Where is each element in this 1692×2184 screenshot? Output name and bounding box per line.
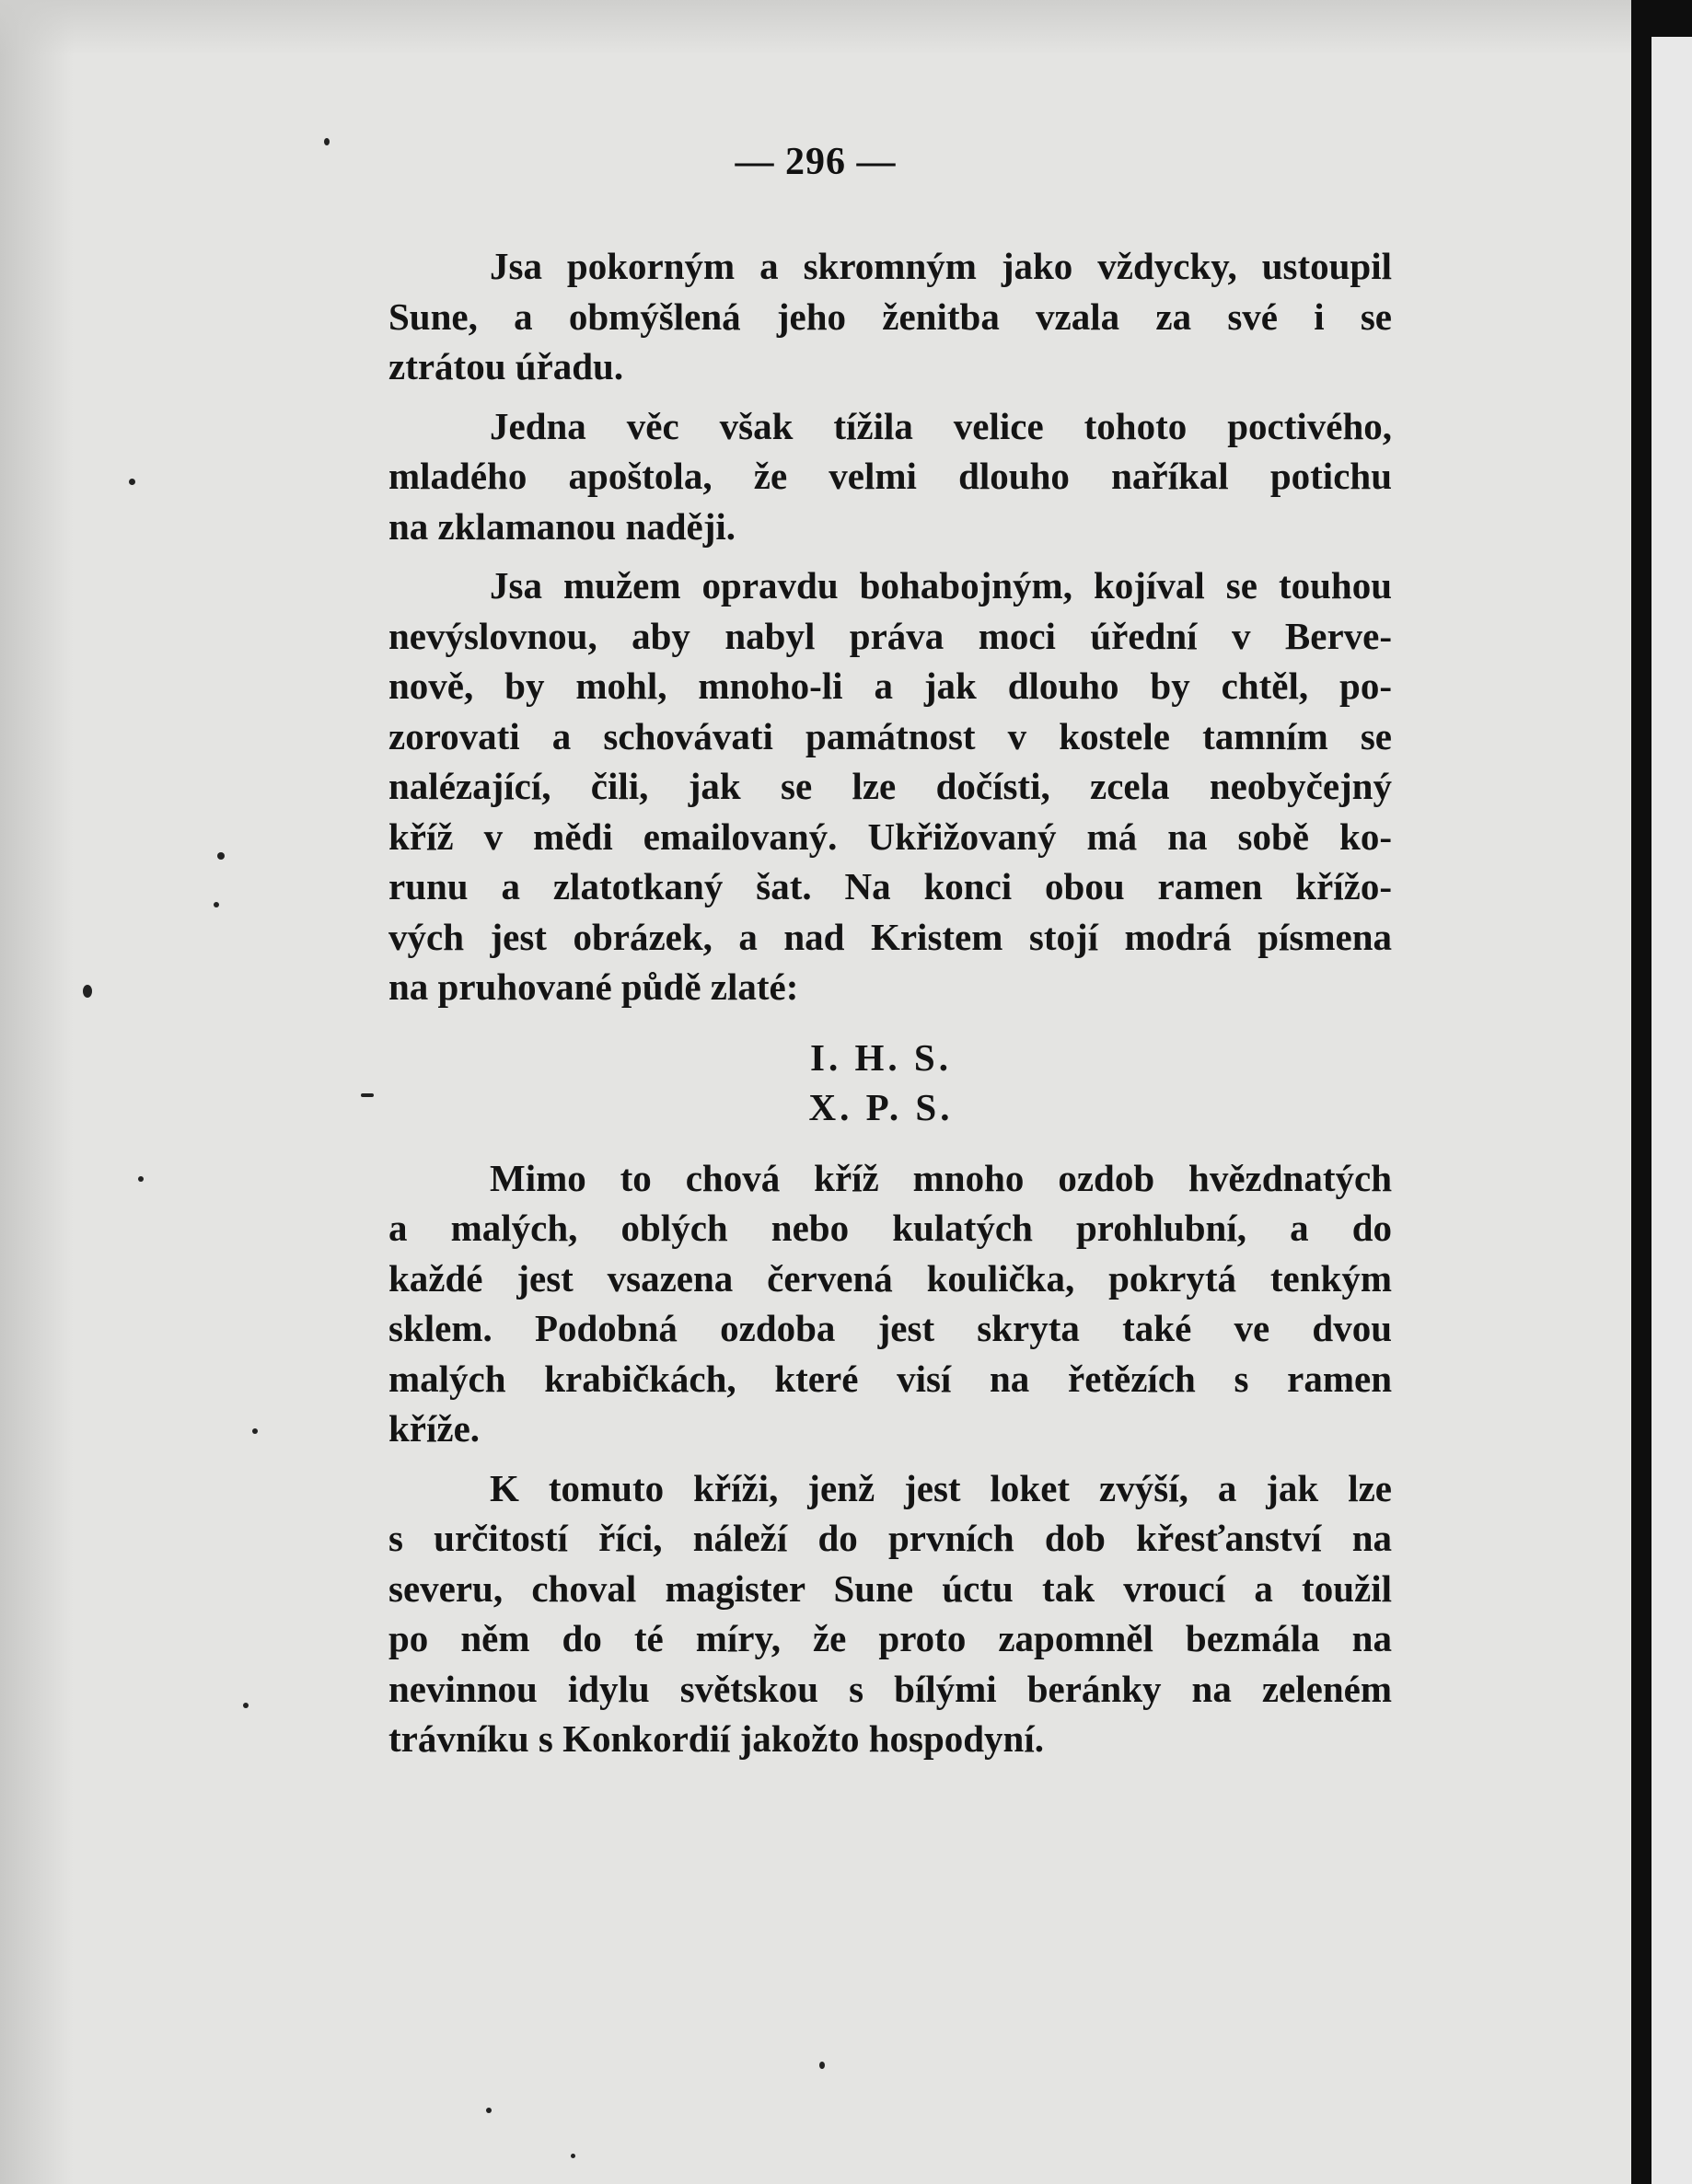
paragraph	[287, 560, 1392, 1012]
text-line: Jsa pokorným a skromným jako vždycky, ustoupil	[490, 245, 1392, 287]
text-line: na zklamanou naději.	[388, 504, 736, 548]
body-text	[287, 241, 1392, 1764]
text-line: nalézající, čili, jak se lze dočísti, zcela neobyčejný	[388, 765, 1392, 807]
monogram-line: X. P. S.	[808, 1086, 954, 1128]
text-line: Mimo to chová kříž mnoho ozdob hvězdnatých	[490, 1156, 1392, 1199]
text-line: mladého apoštola, že velmi dlouho naříkal potichu	[388, 455, 1392, 497]
text-line: s určitostí říci, náleží do prvních dob křesťanství na	[388, 1517, 1392, 1559]
print-speck	[214, 902, 219, 907]
print-speck	[243, 1703, 249, 1708]
page-number: — 296 —	[735, 141, 897, 183]
text-line: vých jest obrázek, a nad Kristem stojí modrá písmena	[388, 915, 1392, 958]
paragraph	[287, 1153, 1392, 1454]
text-line: Jedna věc však tížila velice tohoto poctivého,	[490, 404, 1392, 447]
paragraph	[287, 401, 1392, 552]
text-line: zorovati a schovávati památnost v kostele tamním se	[388, 714, 1392, 757]
print-speck	[83, 985, 92, 998]
page-shadow-left	[0, 0, 74, 2184]
monogram-line: I. H. S.	[810, 1035, 952, 1079]
text-line: sklem. Podobná ozdoba jest skryta také ve dvou	[388, 1307, 1392, 1349]
next-page-edge	[1651, 37, 1692, 2184]
text-line: kříže.	[388, 1407, 481, 1450]
text-line: severu, choval magister Sune úctu tak vroucí a toužil	[388, 1566, 1392, 1610]
text-line: runu a zlatotkaný šat. Na konci obou ramen křížo-	[388, 865, 1392, 907]
text-line: každé jest vsazena červená koulička, pokrytá tenkým	[388, 1256, 1392, 1300]
text-line: kříž v mědi emailovaný. Ukřižovaný má na sobě ko-	[388, 815, 1392, 858]
print-speck	[138, 1176, 144, 1182]
print-speck	[129, 479, 135, 485]
text-line: nevinnou idylu světskou s bílými beránky na zeleném	[388, 1667, 1392, 1710]
text-line: malých krabičkách, které visí na řetězích s ramen	[388, 1357, 1392, 1400]
paragraph	[287, 1463, 1392, 1764]
text-line: trávníku s Konkordií jakožto hospodyní.	[388, 1717, 1044, 1760]
print-speck	[252, 1428, 258, 1434]
text-line: na pruhované půdě zlaté:	[388, 965, 799, 1008]
text-line: Sune, a obmýšlená jeho ženitba vzala za své i se	[388, 295, 1392, 338]
print-speck	[819, 2062, 825, 2069]
text-line: nově, by mohl, mnoho-li a jak dlouho by chtěl, po-	[388, 664, 1392, 707]
text-line: nevýslovnou, aby nabyl práva moci úřední v Berve-	[388, 614, 1392, 657]
text-line: K tomuto kříži, jenž jest loket zvýší, a jak lze	[490, 1466, 1392, 1509]
print-speck	[486, 2108, 492, 2113]
page-shadow-top	[0, 0, 1631, 55]
paragraph	[287, 241, 1392, 392]
text-line: Jsa mužem opravdu bohabojným, kojíval se touhou	[490, 564, 1392, 607]
print-speck	[571, 2154, 575, 2158]
print-speck	[217, 852, 225, 860]
text-line: ztrátou úřadu.	[388, 345, 624, 387]
text-line: a malých, oblých nebo kulatých prohlubní, a do	[388, 1207, 1392, 1249]
text-line: po něm do té míry, že proto zapomněl bezmála na	[388, 1617, 1392, 1659]
